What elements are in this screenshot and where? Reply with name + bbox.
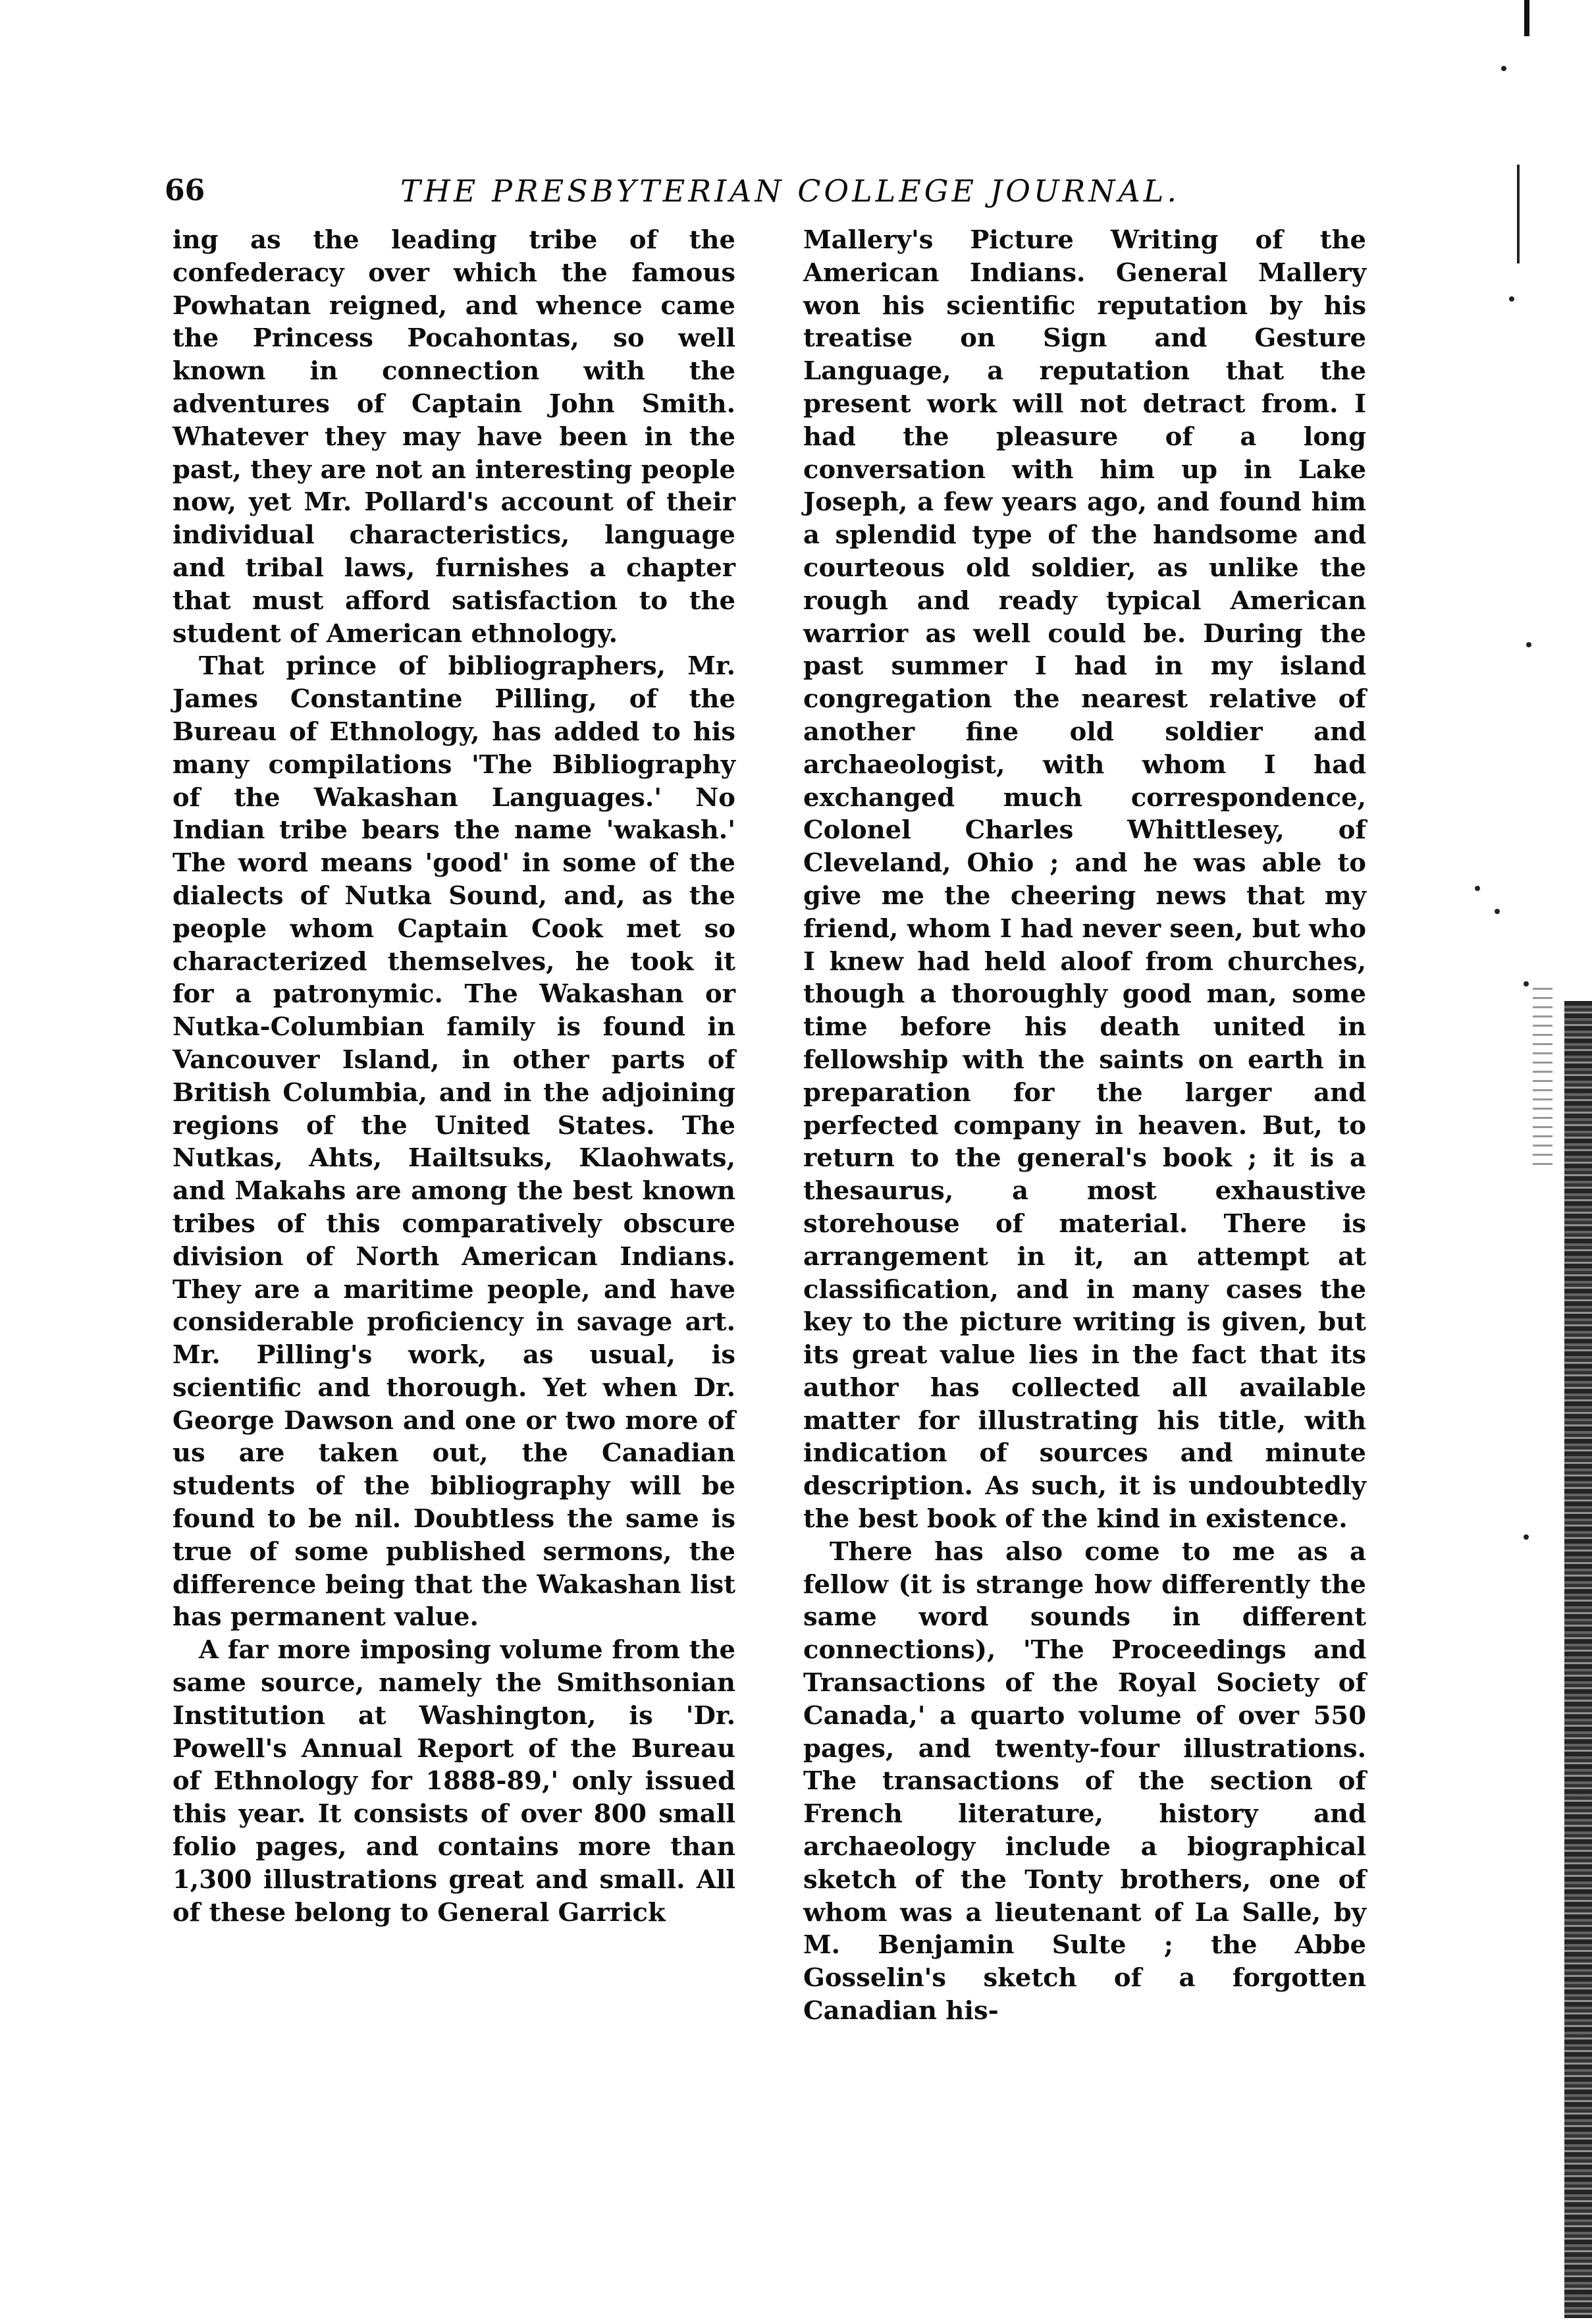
- left-column: [172, 224, 735, 1929]
- page-header: [165, 165, 1416, 217]
- paragraph: ing as the leading tribe of the confederacy over which the famous Powhatan reigned, and whence came the Princess Pocahontas, so well known in connection with the adventures of Captain John Smith. Whatever they may have been in the past, they are not an interesting people now, yet Mr. Pollard's account of their individual characteristics, language and tribal laws, furnishes a chapter that must afford satisfaction to the student of American ethnology.: [172, 225, 735, 649]
- scan-artifact: [1501, 66, 1506, 71]
- scan-artifact: [1475, 886, 1480, 891]
- scan-artifact: [1517, 165, 1520, 263]
- scan-artifact: [1524, 981, 1529, 986]
- page-number: 66: [165, 174, 205, 207]
- scan-artifact: [1533, 988, 1552, 1172]
- scan-artifact: [1524, 1534, 1529, 1540]
- paragraph: A far more imposing volume from the same source, namely the Smithsonian Institution at Washington, is 'Dr. Powell's Annual Report of the Bureau of Ethnology for 1888-89,' only issued this year. It consists of over 800 small folio pages, and contains more than 1,300 illustrations great and small. All of these belong to General Garrick: [172, 1635, 735, 1928]
- scan-artifact: [1524, 0, 1529, 36]
- right-column: [803, 224, 1366, 2028]
- scan-artifact: [1526, 642, 1531, 647]
- scan-artifact: [1509, 296, 1514, 302]
- scan-edge-strip: [1564, 1001, 1592, 2318]
- scan-artifact: [1495, 909, 1500, 914]
- paragraph: There has also come to me as a fellow (it is strange how differently the same word sounds in different connections), 'The Proceedings and Transactions of the Royal Society of Canada,' a quarto volume of over 550 pages, and twenty-four illustrations. The transactions of the section of French literature, history and archaeology include a biographical sketch of the Tonty brothers, one of whom was a lieutenant of La Salle, by M. Benjamin Sulte ; the Abbe Gosselin's sketch of a forgotten Canadian his-: [803, 1536, 1366, 2026]
- running-title: THE PRESBYTERIAN COLLEGE JOURNAL.: [400, 173, 1180, 209]
- paragraph: That prince of bibliographers, Mr. James Constantine Pilling, of the Bureau of Ethnology, has added to his many compilations 'The Bibliography of the Wakashan Languages.' No Indian tribe bears the name 'wakash.' The word means 'good' in some of the dialects of Nutka Sound, and, as the people whom Captain Cook met so characterized themselves, he took it for a patronymic. The Wakashan or Nutka-Columbian family is found in Vancouver Island, in other parts of British Columbia, and in the adjoining regions of the United States. The Nutkas, Ahts, Hailtsuks, Klaohwats, and Makahs are among the best known tribes of this comparatively obscure division of North American Indians. They are a maritime people, and have considerable proficiency in savage art. Mr. Pilling's work, as usual, is scientific and thorough. Yet when Dr. George Dawson and one or two more of us are taken out, the Canadian students of the bibliography will be found to be nil. Doubtless the same is true of some published sermons, the difference being that the Wakashan list has permanent value.: [172, 651, 735, 1633]
- paragraph: Mallery's Picture Writing of the American Indians. General Mallery won his scientific reputation by his treatise on Sign and Gesture Language, a reputation that the present work will not detract from. I had the pleasure of a long conversation with him up in Lake Joseph, a few years ago, and found him a splendid type of the handsome and courteous old soldier, as unlike the rough and ready typical American warrior as well could be. During the past summer I had in my island congregation the nearest relative of another fine old soldier and archaeologist, with whom I had exchanged much correspondence, Colonel Charles Whittlesey, of Cleveland, Ohio ; and he was able to give me the cheering news that my friend, whom I had never seen, but who I knew had held aloof from churches, though a thoroughly good man, some time before his death united in fellowship with the saints on earth in preparation for the larger and perfected company in heaven. But, to return to the general's book ; it is a thesaurus, a most exhaustive storehouse of material. There is arrangement in it, an attempt at classification, and in many cases the key to the picture writing is given, but its great value lies in the fact that its author has collected all available matter for illustrating his title, with indication of sources and minute description. As such, it is undoubtedly the best book of the kind in existence.: [803, 225, 1366, 1534]
